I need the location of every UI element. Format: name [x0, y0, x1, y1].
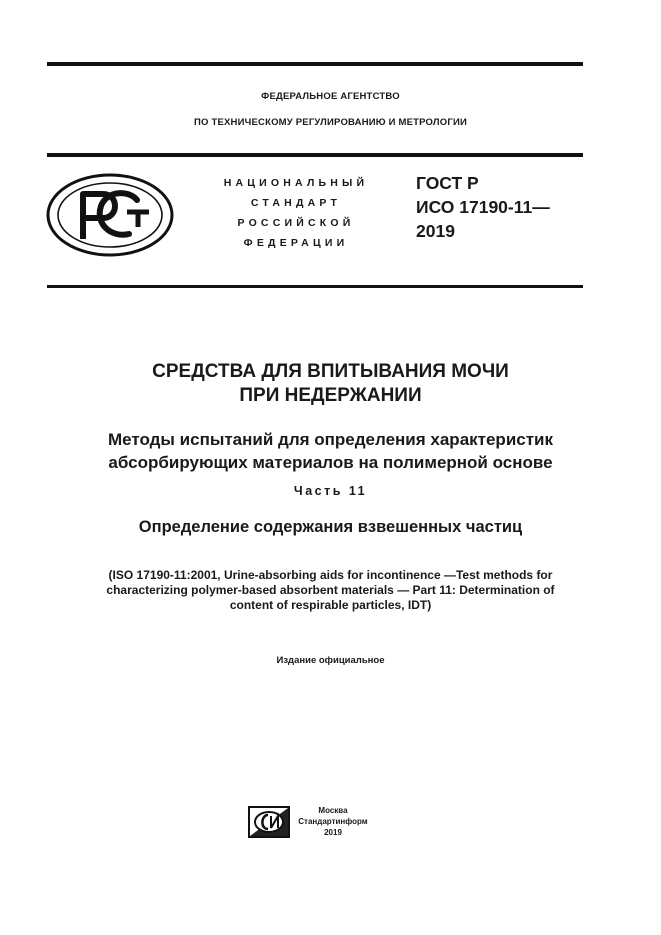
edition-label: Издание официальное	[276, 655, 385, 666]
document-subtitle-line-1: Методы испытаний для определения характеристик	[107, 430, 554, 449]
standard-number-line-3: 2019	[416, 221, 455, 241]
national-standard-line-1: НАЦИОНАЛЬНЫЙ	[223, 177, 369, 189]
part-title: Определение содержания взвешенных частиц	[138, 518, 523, 536]
gost-r-logo	[45, 172, 175, 258]
national-standard-label	[196, 173, 396, 253]
standartinform-logo	[248, 806, 290, 838]
publisher-info	[294, 805, 372, 838]
document-subtitle-line-2: абсорбирующих материалов на полимерной основе	[108, 453, 553, 472]
iso-reference-line-3: content of respirable particles, IDT)	[229, 598, 432, 612]
standard-number-line-1: ГОСТ Р	[416, 173, 479, 193]
national-standard-line-3: РОССИЙСКОЙ	[237, 217, 355, 229]
document-title-line-2: ПРИ НЕДЕРЖАНИИ	[239, 385, 422, 406]
publisher-name: Стандартинформ	[298, 817, 368, 826]
iso-reference-line-2: characterizing polymer-based absorbent materials — Part 11: Determination of	[106, 583, 555, 597]
agency-line-2: ПО ТЕХНИЧЕСКОМУ РЕГУЛИРОВАНИЮ И МЕТРОЛОГИИ	[194, 117, 467, 128]
standard-number	[416, 171, 550, 243]
standard-number-line-2: ИСО 17190-11—	[416, 197, 550, 217]
document-title-line-1: СРЕДСТВА ДЛЯ ВПИТЫВАНИЯ МОЧИ	[152, 361, 509, 382]
publisher-city: Москва	[318, 806, 348, 815]
top-rule	[47, 62, 583, 66]
iso-reference-line-1: (ISO 17190-11:2001, Urine-absorbing aids for incontinence —Test methods for	[108, 568, 553, 582]
publisher-year: 2019	[324, 828, 342, 837]
middle-rule	[47, 153, 583, 157]
document-subtitle	[0, 428, 661, 474]
national-standard-line-2: СТАНДАРТ	[250, 197, 342, 209]
part-number: Часть 11	[293, 484, 368, 498]
document-title	[0, 360, 661, 408]
iso-reference	[60, 568, 601, 613]
bottom-rule	[47, 285, 583, 288]
national-standard-line-4: ФЕДЕРАЦИИ	[243, 237, 349, 249]
agency-line-1: ФЕДЕРАЛЬНОЕ АГЕНТСТВО	[261, 91, 400, 102]
